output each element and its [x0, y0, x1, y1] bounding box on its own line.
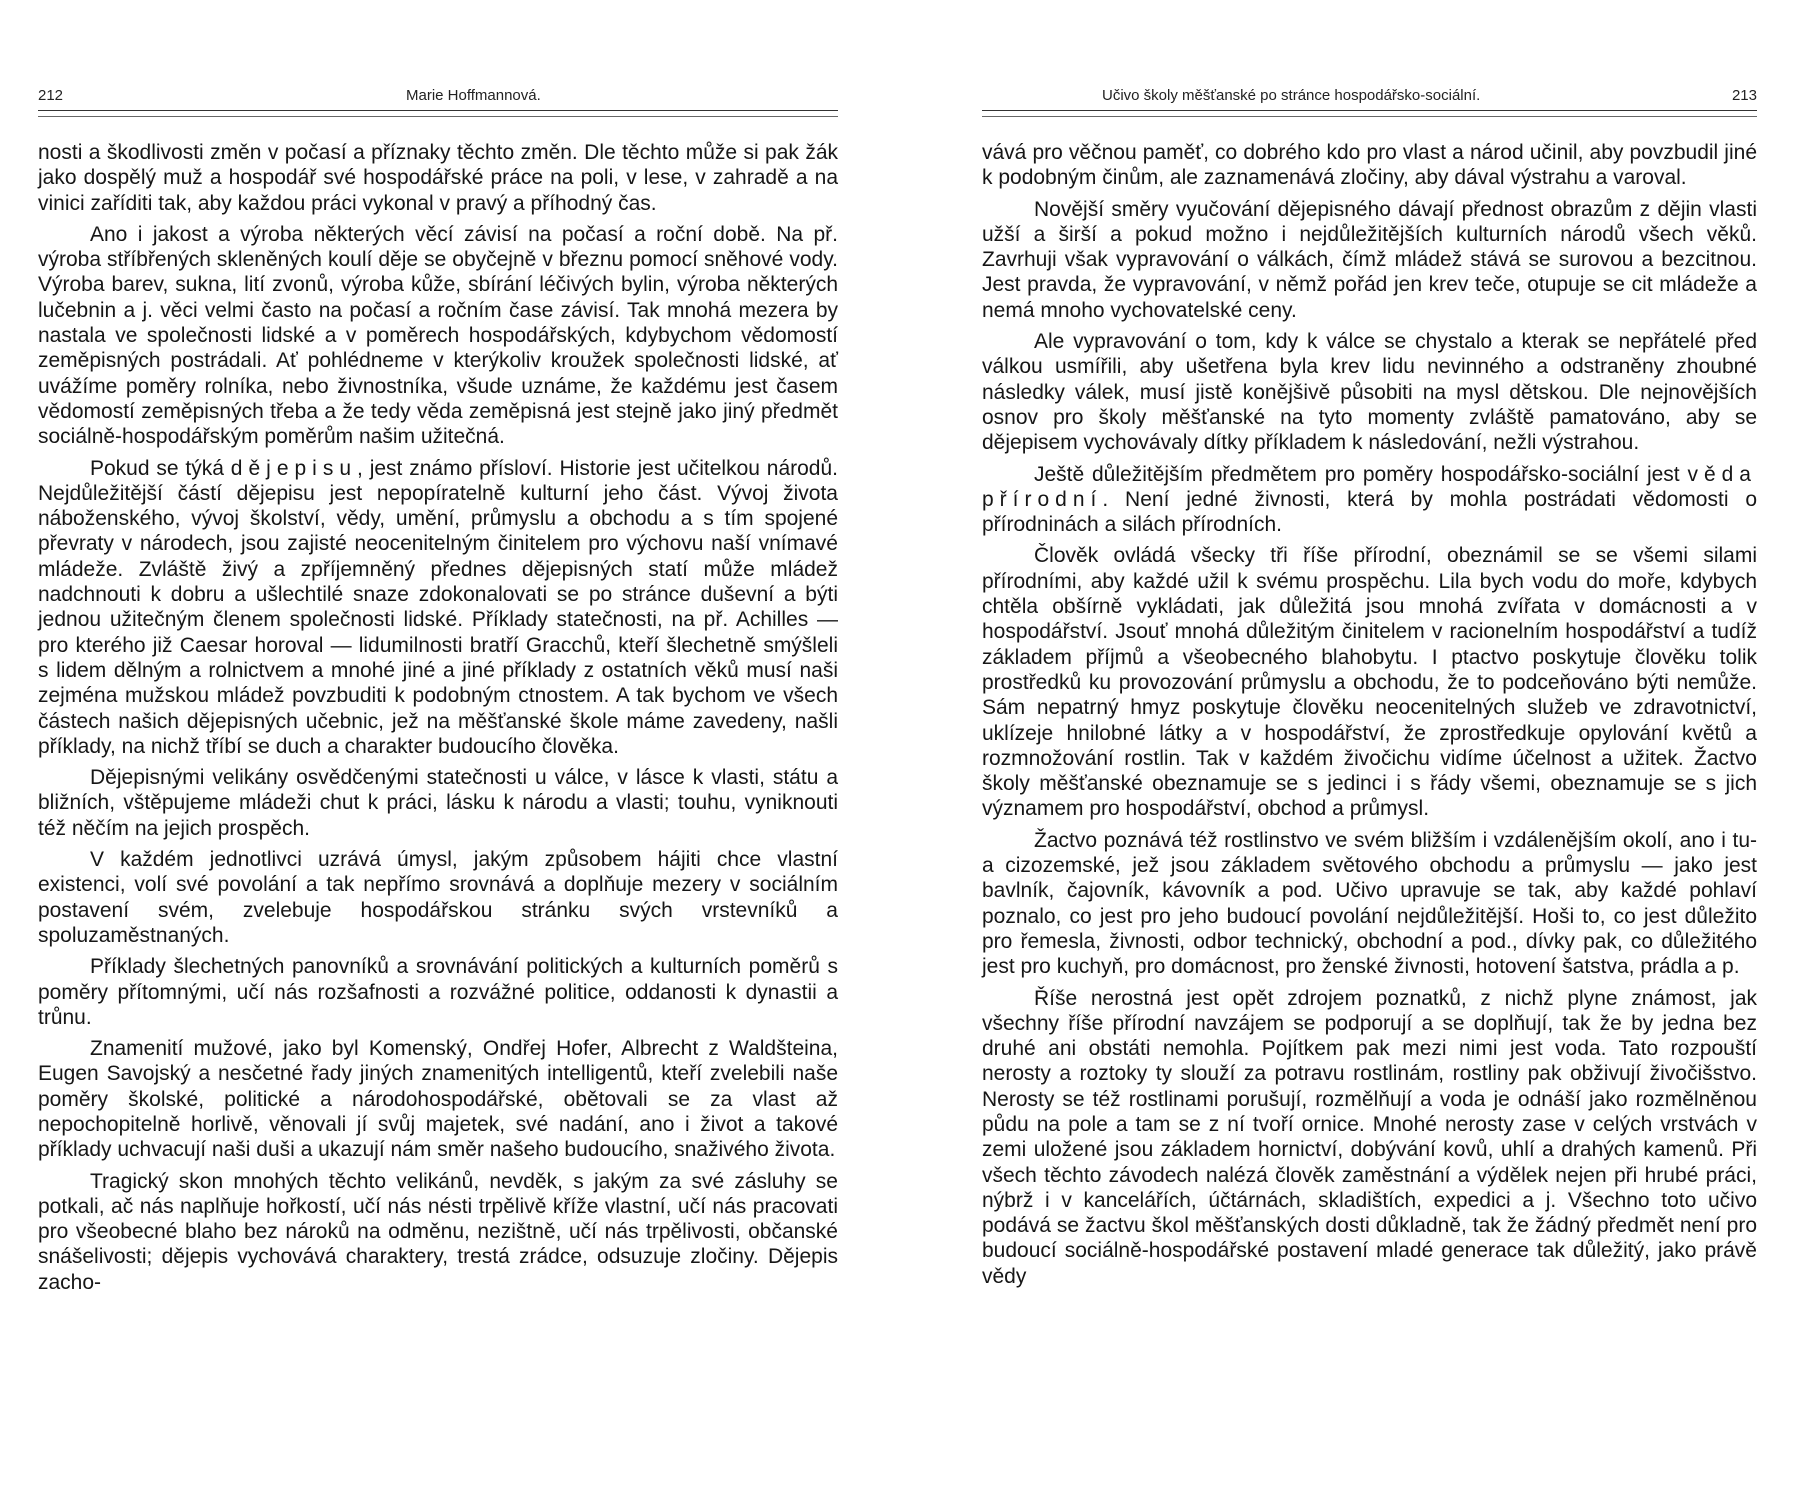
left-running-head	[38, 84, 838, 108]
header-rule	[38, 110, 838, 111]
paragraph-veda	[982, 462, 1757, 538]
paragraph: Člověk ovládá všecky tři říše přírodní, obeznámil se se všemi silami přírodními, aby každé užil k svému prospěchu. Lila bych vodu do moře, kdybych chtěla obšírně vykládati, jak důležitá jsou mnohá zvířata v domácnosti a v hospodářství. Jsouť mnohá důležitým činitelem v racionelním hospodářství a tudíž základem příjmů a všeobecného blahobytu. I ptactvo poskytuje člověku tolik prostředků ku provozování průmyslu a obchodu, že to podceňováno býti nemůže. Sám nepatrný hmyz poskytuje člověku neocenitelných služeb ve zdravotnictví, uklízeje hnilobné látky a v hospodářství, že zprostředkuje opylování květů a rozmnožování rostlin. Tak v každém živočichu vidíme účelnost a užitek. Žactvo školy měšťanské obeznamuje se s jedinci i s řády všemi, obeznamuje se s jich významem pro hospodářství, obchod a průmysl.	[982, 544, 1757, 821]
text-run: Pokud se týká	[90, 456, 231, 480]
header-rule	[982, 110, 1757, 111]
paragraph: Tragický skon mnohých těchto velikánů, nevděk, s jakým za své zásluhy se potkali, ač nás naplňuje hořkostí, učí nás nésti trpělivě kříže vlastní, učí nás pracovati pro všeobecné blaho bez nároků na odměnu, nezištně, učí nás trpělivosti, občanské snášelivosti; dějepis vychovává charaktery, trestá zrádce, odsuzuje zločiny. Dějepis zacho-	[38, 1169, 838, 1294]
left-page-body	[38, 140, 838, 1301]
paragraph: Říše nerostná jest opět zdrojem poznatků, z nichž plyne známost, jak všechny říše přírodní navzájem se podporují a se doplňují, tak že by jedna bez druhé ani obstáti nemohla. Pojítkem pak mezi nimi jest voda. Tato rozpouští nerosty a roztoky ty slouží za potravu rostlinám, rostliny pak obživují živočišstvo. Nerosty se též rostlinami porušují, rozmělňují a voda je odnáší jako rozmělněnou půdu na pole a tam se z ní tvoří ornice. Mnohé nerosty zase v celých vrstvách v zemi uložené jsou základem hornictví, dobývání kovů, uhlí a drahých kamenů. Při všech těchto závodech nalézá člověk zaměstnání a výdělek nejen při hrubé práci, nýbrž i v kancelářích, účtárnách, skladištích, expedici a j. Všechno toto učivo podává se žactvu škol měšťanských dosti důkladně, tak že žádný předmět není pro budoucí sociálně-hospodářské postavení mladé generace tak důležitý, jako právě vědy	[982, 986, 1757, 1288]
paragraph: Dějepisnými velikány osvědčenými statečnosti u válce, v lásce k vlasti, státu a bližních, vštěpujeme mládeži chut k práci, lásku k národu a vlasti; touhu, vyniknouti též něčím na jejich prospěch.	[38, 766, 838, 840]
right-running-title: Učivo školy měšťanské po stránce hospodářsko-sociální.	[1102, 87, 1481, 104]
right-running-head	[982, 84, 1757, 108]
text-run: Ještě důležitějším předmětem pro poměry hospodářsko-sociální jest	[1034, 462, 1688, 486]
paragraph: V každém jednotlivci uzrává úmysl, jakým způsobem hájiti chce vlastní existenci, volí své povolání a tak nepřímo srovnává a doplňuje mezery v sociálním postavení svém, zvelebuje hospodářskou stránku svých vrstevníků a spoluzaměstnaných.	[38, 848, 838, 947]
text-run: . Není jedné živnosti, která by mohla postrádati vědomosti o přírodninách a silách přírodních.	[982, 487, 1757, 537]
paragraph: nosti a škodlivosti změn v počasí a příznaky těchto změn. Dle těchto může si pak žák jako dospělý muž a hospodář své hospodářské práce na poli, v lese, v zahradě a na vinici zaříditi tak, aby každou práci vykonal v pravý a příhodný čas.	[38, 141, 838, 215]
left-page-number: 212	[38, 87, 64, 104]
paragraph: Příklady šlechetných panovníků a srovnávání politických a kulturních poměrů s poměry přítomnými, učí nás rozšafnosti a rozvážné politice, oddanosti k dynastii a trůnu.	[38, 955, 838, 1029]
paragraph: Ano i jakost a výroba některých věcí závisí na počasí a roční době. Na př. výroba stříbřených skleněných koulí děje se obyčejně v březnu pomocí sněhové vody. Výroba barev, sukna, lití zvonů, výroba kůže, sbírání léčivých bylin, výroba některých lučebnin a j. věci velmi často na počasí a ročním čase závisí. Tak mnohá mezera by nastala ve společnosti lidské a v poměrech hospodářských, kdybychom vědomostí zeměpisných postrádali. Ať pohlédneme v kterýkoliv kroužek společnosti lidské, ať uvážíme poměry rolníka, nebo živnostníka, všude uznáme, že každému jest časem vědomostí zeměpisných třeba a že tedy věda zeměpisná jest stejně jako jiný předmět sociálně-hospodářským poměrům našim užitečná.	[38, 222, 838, 449]
paragraph-dejepis	[38, 456, 838, 760]
text-run: , jest známo přísloví. Historie jest učitelkou národů. Nejdůležitější částí dějepisu jest nepopíratelně kulturní jeho část. Vývoj života náboženského, vývoj školství, vědy, umění, průmyslu a obchodu a s tím spojené převraty v národech, jsou zajisté neocenitelným činitelem pro výchovu naší vnímavé mládeže. Zvláště živý a zpříjemněný přednes dějepisných statí může mládež nadchnouti k dobru a ušlechtilé snaze zdokonalovati se po stránce duševní a býti jednou užitečným členem společnosti lidské. Příklady statečnosti, na př. Achilles — pro kterého již Caesar horoval — lidumilnosti bratří Gracchů, kteří šlechetně smýšleli s lidem dělným a rolnictvem a mnohé jiné a jiné příklady z ostatních věků musí naši zejména mužskou mládež povzbuditi k podobným ctnostem. A tak bychom ve všech částech našich dějepisných učebnic, jež na měšťanské škole máme zavedeny, našli příklady, na nichž tříbí se duch a charakter budoucího člověka.	[38, 456, 839, 758]
emphasized-term: věda přírodní	[982, 462, 1757, 511]
header-rule-thin	[982, 116, 1757, 117]
paragraph: vává pro věčnou paměť, co dobrého kdo pro vlast a národ učinil, aby povzbudil jiné k podobným činům, ale zaznamenává zločiny, aby dával výstrahu a varoval.	[982, 141, 1757, 190]
paragraph: Ale vypravování o tom, kdy k válce se chystalo a kterak se nepřátelé před válkou usmířili, aby ušetřena byla krev lidu nevinného a odstraněny zhoubné následky válek, musí jistě konějšivě působiti na mysl dětskou. Dle nejnovějších osnov pro školy měšťanské na tyto momenty zvláště pamatováno, aby se dějepisem vychovávaly dítky příkladem k následování, nežli výstrahou.	[982, 330, 1757, 455]
left-running-title: Marie Hoffmannová.	[406, 87, 541, 104]
paragraph: Žactvo poznává též rostlinstvo ve svém bližším i vzdálenějším okolí, ano i tu- a cizozemské, jež jsou základem světového obchodu a průmyslu — jako jest bavlník, čajovník, kávovník a pod. Učivo upravuje se tak, aby každé pohlaví poznalo, co jest pro jeho budoucí povolání nejdůležitější. Hoši to, co jest důležito pro řemesla, živnosti, odbor technický, obchodní a pod., dívky pak, co důležitého jest pro kuchyň, pro domácnost, pro ženské živnosti, hotovení šatstva, prádla a p.	[982, 828, 1757, 979]
right-page-number: 213	[1731, 87, 1757, 104]
paragraph: Znamenití mužové, jako byl Komenský, Ondřej Hofer, Albrecht z Waldšteina, Eugen Savojský a nesčetné řady jiných znamenitých intelligentů, kteří zvelebili naše poměry školské, politické a národohospodářské, obětovali se za vlast až nepochopitelně horlivě, věnovali jí svůj majetek, své nadání, ano i život a takové příklady uchvacují naši duši a ukazují nám směr našeho budoucího, snaživého života.	[38, 1037, 838, 1162]
emphasized-term: dějepisu	[230, 456, 358, 480]
right-page-body	[982, 140, 1757, 1295]
header-rule-thin	[38, 116, 838, 117]
paragraph: Novější směry vyučování dějepisného dávají přednost obrazům z dějin vlasti užší a širší a pokud možno i nejdůležitějších kulturních národů všech věků. Zavrhuji však vypravování o válkách, čímž mládež stává se surovou a bezcitnou. Jest pravda, že vypravování, v němž pořád jen krev teče, otupuje se cit mládeže a nemá mnoho vychovatelské ceny.	[982, 197, 1757, 322]
